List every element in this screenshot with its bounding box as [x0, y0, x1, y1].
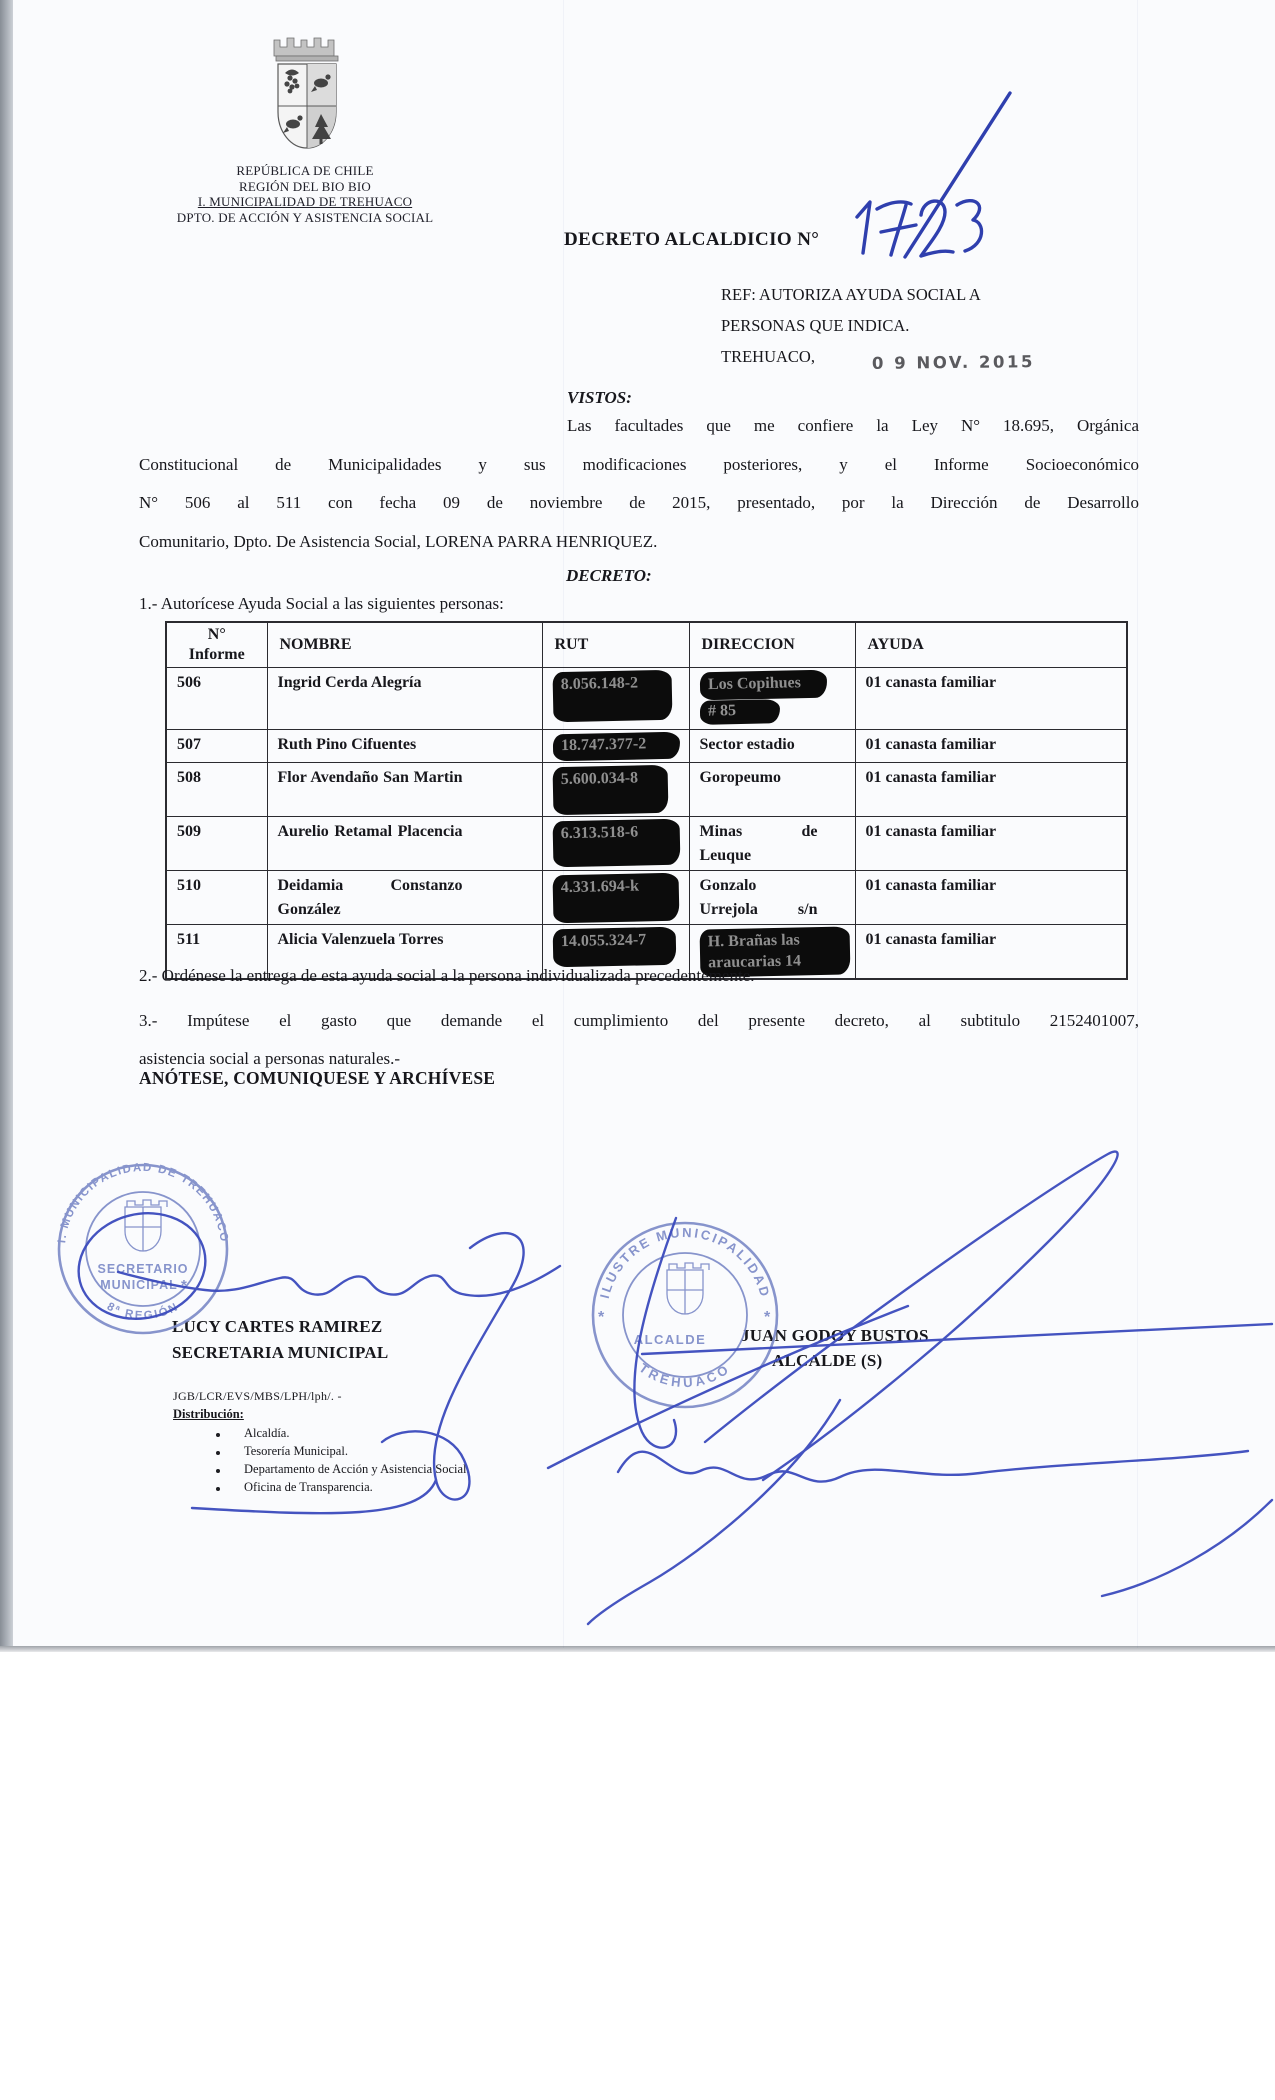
cell-informe: 509	[166, 817, 267, 871]
redaction-mark: # 85	[699, 699, 779, 725]
cell-nombre: Ingrid Cerda Alegría	[277, 674, 422, 691]
stamp-star-glyph: *	[181, 1277, 187, 1294]
col-header-informe	[166, 622, 267, 668]
paper-bottom-edge	[0, 1646, 1275, 1652]
cell-direccion: Sector estadio	[689, 730, 855, 763]
cell-direccion: Minas de Leuque	[699, 823, 818, 864]
col-header-ayuda: AYUDA	[855, 622, 1127, 668]
stamp-office-text: ALCALDE	[633, 1332, 707, 1347]
letterhead-municipality: I. MUNICIPALIDAD DE TREHUACO	[197, 194, 413, 209]
vistos-paragraph	[139, 407, 1139, 561]
municipal-coat-of-arms-icon	[266, 26, 348, 156]
cell-nombre: Ruth Pino Cifuentes	[277, 736, 417, 753]
vistos-line: Comunitario, Dpto. De Asistencia Social, LORENA PARRA HENRIQUEZ.	[139, 531, 658, 551]
closing-formula: ANÓTESE, COMUNIQUESE Y ARCHÍVESE	[139, 1068, 496, 1088]
decree-point-3	[139, 1002, 1139, 1078]
bullet-icon	[216, 1487, 220, 1491]
vistos-line: N° 506 al 511 con fecha 09 de noviembre de 2015, presentado, por la Dirección de Desarrollo	[139, 493, 1139, 512]
cell-direccion: Goropeumo	[689, 763, 855, 817]
bullet-icon	[216, 1469, 220, 1473]
beneficiaries-table	[165, 621, 1128, 980]
cell-nombre: Deidamia Constanzo González	[277, 877, 463, 918]
point3-line: asistencia social a personas naturales.-	[139, 1049, 401, 1068]
stamp-star-glyph: *	[764, 1309, 771, 1326]
cell-nombre: Aurelio Retamal Placencia	[277, 823, 463, 840]
cell-informe: 510	[166, 871, 267, 925]
svg-text:8ª REGIÓN	[105, 1301, 181, 1322]
redaction-mark: 8.056.148-2	[552, 670, 672, 722]
cell-nombre: Alicia Valenzuela Torres	[277, 931, 444, 948]
ref-line: PERSONAS QUE INDICA.	[721, 316, 910, 335]
stamp-star-glyph: *	[598, 1309, 605, 1326]
col-header-direccion: DIRECCION	[689, 622, 855, 668]
table-header-row	[166, 622, 1127, 668]
cell-informe: 508	[166, 763, 267, 817]
cell-ayuda: 01 canasta familiar	[855, 730, 1127, 763]
redaction-mark: 6.313.518-6	[552, 819, 680, 868]
distribution-item: Oficina de Transparencia.	[244, 1480, 373, 1494]
stamp-shield-icon	[667, 1263, 709, 1314]
distribution-item: Tesorería Municipal.	[244, 1444, 348, 1458]
cell-ayuda: 01 canasta familiar	[855, 925, 1127, 980]
ref-line: REF: AUTORIZA AYUDA SOCIAL A	[721, 285, 981, 304]
municipal-secretary-stamp	[55, 1161, 231, 1337]
redaction-mark: H. Brañas las araucarias 14	[699, 926, 850, 977]
stamp-office-line2: MUNICIPAL	[100, 1278, 178, 1292]
stamp-arc-top-text: I. MUNICIPALIDAD DE TREHUACO	[56, 1161, 230, 1244]
distribution-item: Alcaldía.	[244, 1426, 290, 1440]
stamp-arc-bottom-text: 8ª REGIÓN	[104, 1300, 182, 1323]
handwritten-decree-number	[845, 85, 1025, 275]
letterhead	[150, 163, 460, 225]
bullet-icon	[216, 1433, 220, 1437]
col-header-informe-l1: N°	[207, 626, 226, 643]
redaction-mark: 5.600.034-8	[552, 765, 668, 815]
ref-line: TREHUACO,	[721, 347, 815, 366]
cell-informe: 507	[166, 730, 267, 763]
table-row	[166, 763, 1127, 817]
letterhead-department: DPTO. DE ACCIÓN Y ASISTENCIA SOCIAL	[176, 209, 434, 225]
secretary-name: LUCY CARTES RAMIREZ	[172, 1317, 383, 1336]
mayor-stamp	[588, 1218, 782, 1412]
vistos-heading: VISTOS:	[567, 388, 632, 407]
redaction-mark: 18.747.377-2	[552, 732, 680, 762]
letterhead-country: REPÚBLICA DE CHILE	[236, 163, 374, 178]
redaction-mark: 4.331.694-k	[552, 873, 679, 924]
date-stamp: 0 9 NOV. 2015	[871, 352, 1036, 373]
vistos-line: Constitucional de Municipalidades y sus modificaciones posteriores, y el Informe Socioeconómico	[139, 454, 1139, 474]
table-row	[166, 730, 1127, 763]
mayor-name: JUAN GODOY BUSTOS	[741, 1326, 929, 1345]
stamp-shield-icon	[125, 1200, 167, 1251]
col-header-informe-l2: Informe	[188, 646, 245, 663]
redaction-mark: 14.055.324-7	[552, 927, 676, 968]
bullet-icon	[216, 1451, 220, 1455]
cell-ayuda: 01 canasta familiar	[855, 817, 1127, 871]
point3-line: 3.- Impútese el gasto que demande el cumplimiento del presente decreto, al subtitulo 2152401007,	[139, 1011, 1139, 1030]
vistos-line: Las facultades que me confiere la Ley N° 18.695, Orgánica	[567, 416, 1139, 435]
cell-informe: 511	[166, 925, 267, 980]
distribution-item: Departamento de Acción y Asistencia Social.	[244, 1462, 470, 1476]
table-row	[166, 871, 1127, 925]
cell-nombre: Flor Avendaño San Martin	[277, 769, 463, 786]
mayor-title: ALCALDE (S)	[772, 1351, 883, 1370]
col-header-nombre: NOMBRE	[267, 622, 542, 668]
stamp-office-line1: SECRETARIO	[97, 1262, 189, 1276]
cell-ayuda: 01 canasta familiar	[855, 763, 1127, 817]
decree-title: DECRETO ALCALDICIO N°	[564, 229, 820, 250]
cell-informe: 506	[166, 668, 267, 730]
cell-ayuda: 01 canasta familiar	[855, 871, 1127, 925]
letterhead-region: REGIÓN DEL BIO BIO	[238, 178, 372, 194]
svg-text:TREHUACO	[636, 1360, 733, 1390]
cell-direccion: Gonzalo Urrejola s/n	[699, 877, 818, 918]
distribution-label: Distribución:	[173, 1407, 244, 1421]
stamp-arc-bottom-text: TREHUACO	[636, 1360, 734, 1391]
decree-point-1: 1.- Autorícese Ayuda Social a las siguientes personas:	[139, 594, 504, 613]
table-row	[166, 668, 1127, 730]
redaction-mark: Los Copihues	[699, 670, 826, 701]
fold-line	[1137, 0, 1138, 1648]
responsibility-initials: JGB/LCR/EVS/MBS/LPH/lph/. -	[173, 1389, 342, 1403]
decreto-heading: DECRETO:	[566, 566, 652, 585]
cell-ayuda: 01 canasta familiar	[855, 668, 1127, 730]
stamp-arc-top-text: ILUSTRE MUNICIPALIDAD	[596, 1224, 774, 1301]
secretary-title: SECRETARIA MUNICIPAL	[172, 1343, 389, 1362]
scanner-edge	[0, 0, 13, 1650]
table-row	[166, 817, 1127, 871]
decree-point-2: 2.- Ordénese la entrega de esta ayuda social a la persona individualizada precedentemente.	[139, 966, 755, 985]
col-header-rut: RUT	[542, 622, 689, 668]
